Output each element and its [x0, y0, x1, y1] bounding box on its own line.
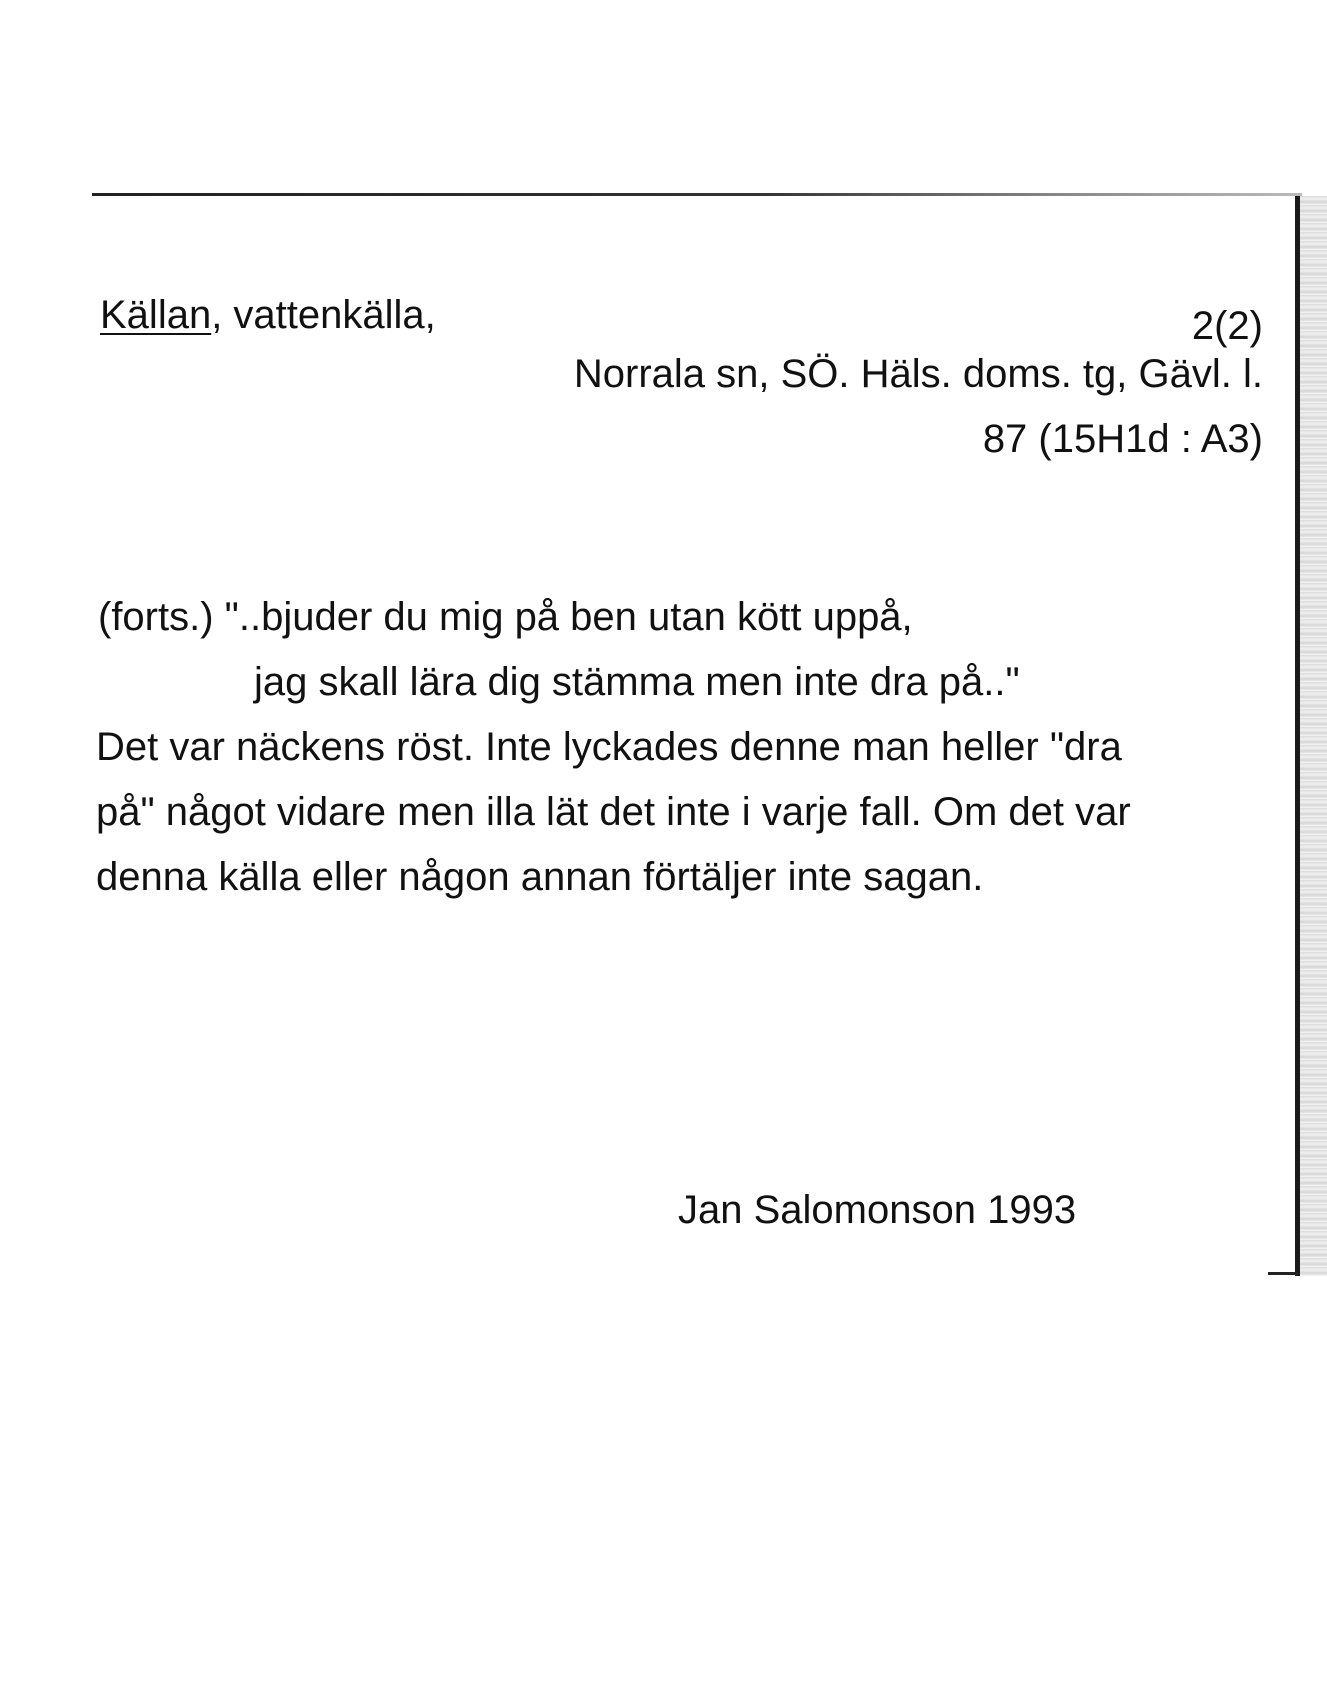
card-title — [100, 295, 436, 335]
body-line: (forts.) "..bjuder du mig på ben utan kött uppå, — [98, 595, 913, 639]
body-line: jag skall lära dig stämma men inte dra på.." — [254, 660, 1020, 704]
signature: Jan Salomonson 1993 — [678, 1188, 1077, 1232]
page-number: 2(2) — [1191, 304, 1263, 348]
reference-code: 87 (15H1d : A3) — [982, 417, 1263, 461]
body-line: på" något vidare men illa lät det inte i varje fall. Om det var — [96, 790, 1131, 834]
title-rest: , vattenkälla, — [211, 293, 436, 337]
scan-edge-shading — [1300, 196, 1327, 1276]
location-line: Norrala sn, SÖ. Häls. doms. tg, Gävl. l. — [573, 352, 1263, 396]
top-border-line — [92, 193, 1302, 196]
title-keyword: Källan — [100, 293, 212, 337]
body-line: denna källa eller någon annan förtäljer inte sagan. — [96, 855, 984, 899]
body-line: Det var näckens röst. Inte lyckades denne man heller "dra — [96, 725, 1122, 769]
bottom-corner-mark — [1268, 1272, 1298, 1275]
